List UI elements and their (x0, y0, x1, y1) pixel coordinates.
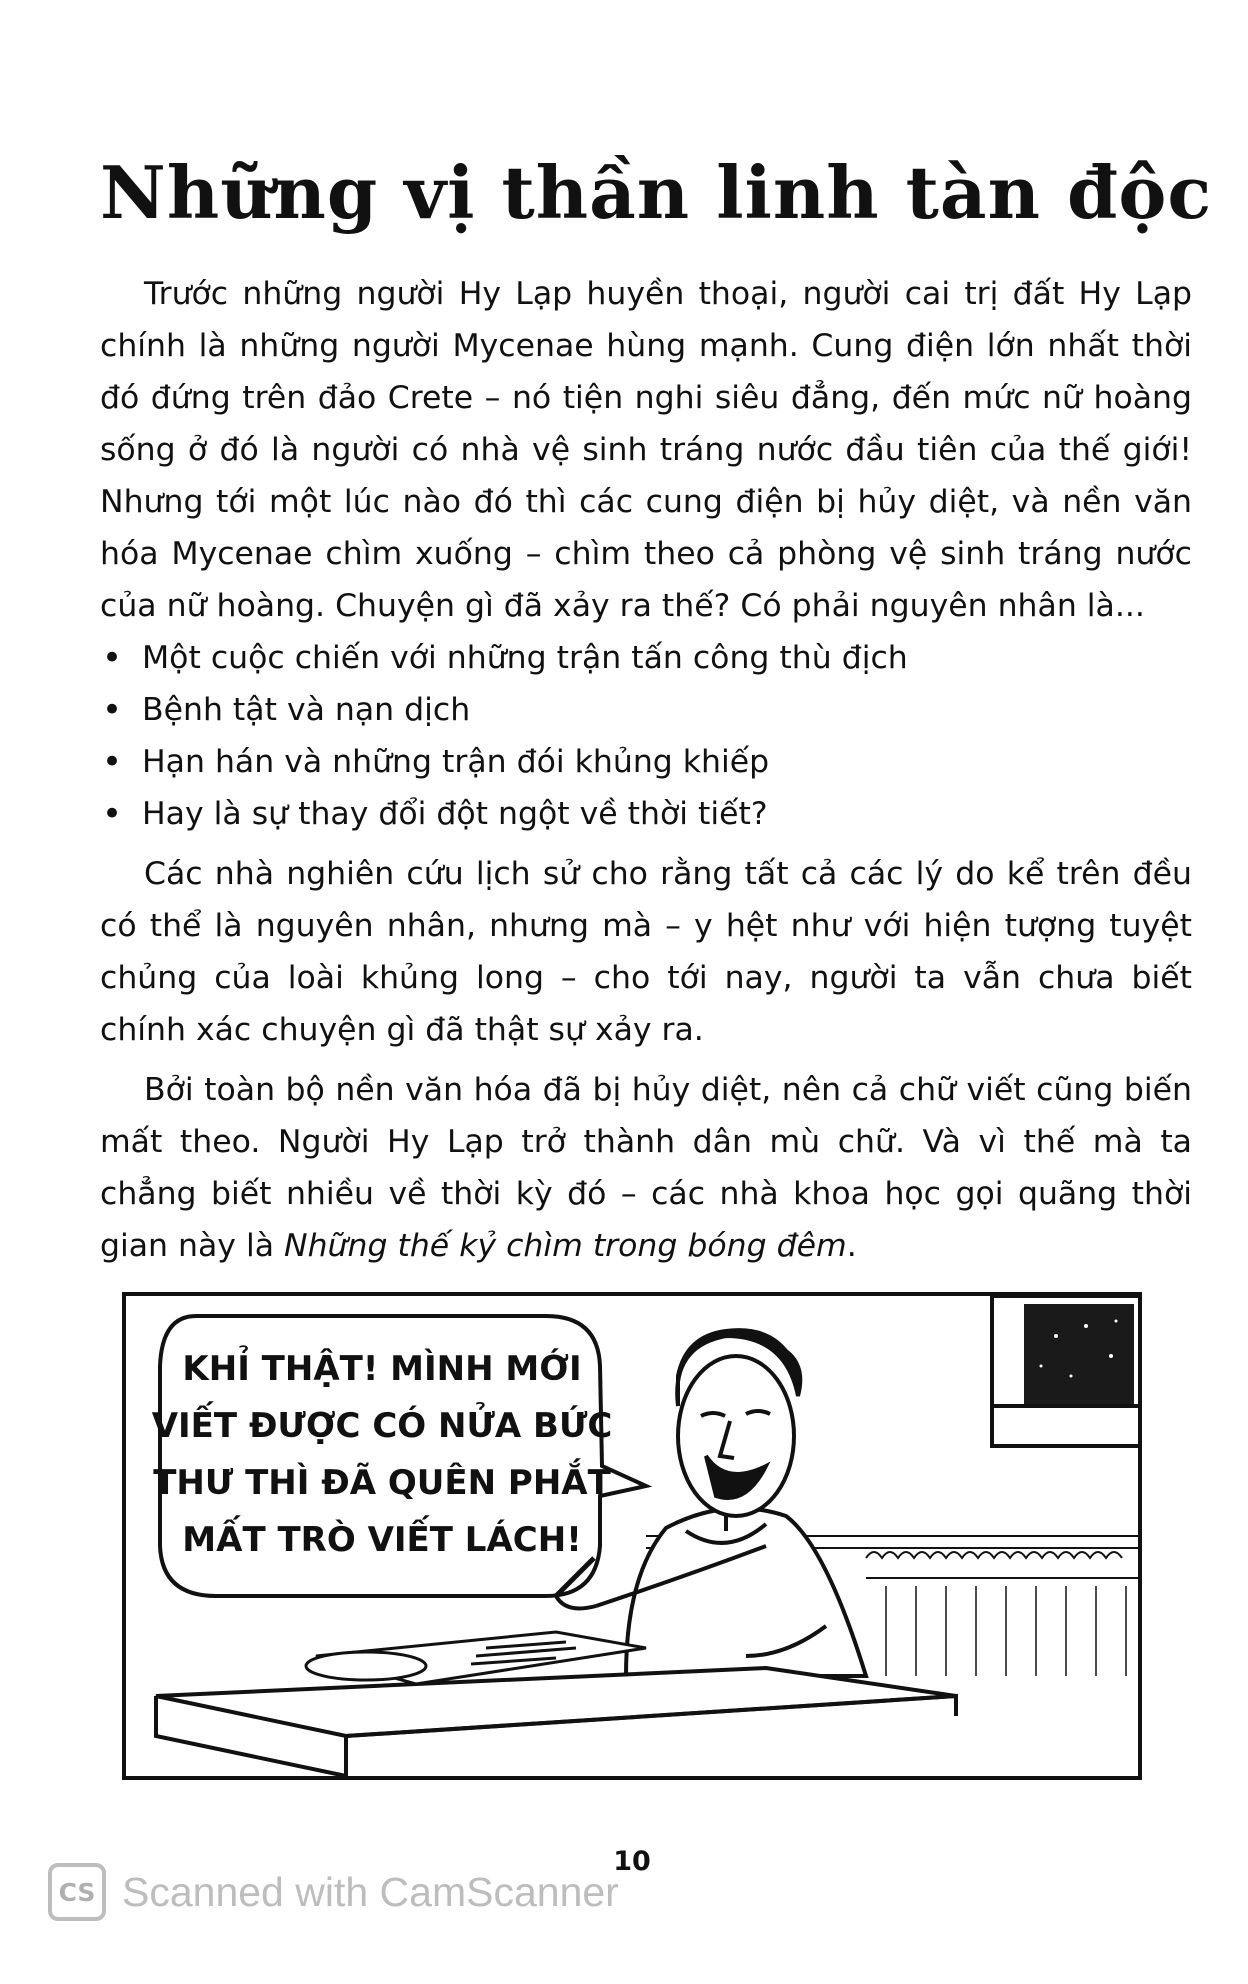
list-item: • Hạn hán và những trận đói khủng khiếp (100, 736, 1192, 788)
page-title: Những vị thần linh tàn độc (100, 150, 1213, 235)
camscanner-logo-icon: CS (48, 1863, 106, 1921)
watermark-text: Scanned with CamScanner (122, 1868, 619, 1915)
list-item: • Hay là sự thay đổi đột ngột về thời tiết? (100, 788, 1192, 840)
paragraph-dark-ages (100, 1064, 1192, 1272)
speech-line: THƯ THÌ ĐÃ QUÊN PHẮT (153, 1463, 611, 1503)
speech-line: KHỈ THẬT! MÌNH MỚI (182, 1349, 582, 1389)
list-item: • Một cuộc chiến với những trận tấn công thù địch (100, 632, 1192, 684)
paragraph-intro: Trước những người Hy Lạp huyền thoại, người cai trị đất Hy Lạp chính là những người Mycenae hùng mạnh. Cung điện lớn nhất thời đó đứng trên đảo Crete – nó tiện nghi siêu đẳng, đến mức nữ hoàng sống ở đó là người có nhà vệ sinh tráng nước đầu tiên của thế giới! Nhưng tới một lúc nào đó thì các cung điện bị hủy diệt, và nền văn hóa Mycenae chìm xuống – chìm theo cả phòng vệ sinh tráng nước của nữ hoàng. Chuyện gì đã xảy ra thế? Có phải nguyên nhân là... (100, 276, 1192, 624)
cause-list (100, 632, 1192, 840)
page-number: 10 (613, 1846, 651, 1877)
table-icon (156, 1668, 956, 1776)
camscanner-watermark (48, 1863, 619, 1921)
speech-bubble (151, 1320, 613, 1590)
list-item: • Bệnh tật và nạn dịch (100, 684, 1192, 736)
paragraph-research: Các nhà nghiên cứu lịch sử cho rằng tất cả các lý do kể trên đều có thể là nguyên nhân, nhưng mà – y hệt như với hiện tượng tuyệt chủng của loài khủng long – cho tới nay, người ta vẫn chưa biết chính xác chuyện gì đã thật sự xảy ra. (100, 856, 1192, 1048)
speech-line: MẤT TRÒ VIẾT LÁCH! (182, 1520, 582, 1560)
speech-line: VIẾT ĐƯỢC CÓ NỬA BỨC (151, 1406, 613, 1446)
article-body (100, 268, 1192, 1272)
window-icon (992, 1296, 1138, 1446)
dark-ages-term: Những thế kỷ chìm trong bóng đêm (284, 1228, 847, 1264)
paragraph-dark-ages-text: Bởi toàn bộ nền văn hóa đã bị hủy diệt, nên cả chữ viết cũng biến mất theo. Người Hy Lạp trở thành dân mù chữ. Và vì thế mà ta chẳng biết nhiều về thời kỳ đó – các nhà khoa học gọi quãng thời gian này là (100, 1072, 1192, 1264)
greek-scribe-illustration (122, 1292, 1142, 1780)
paragraph-end: . (846, 1228, 857, 1264)
